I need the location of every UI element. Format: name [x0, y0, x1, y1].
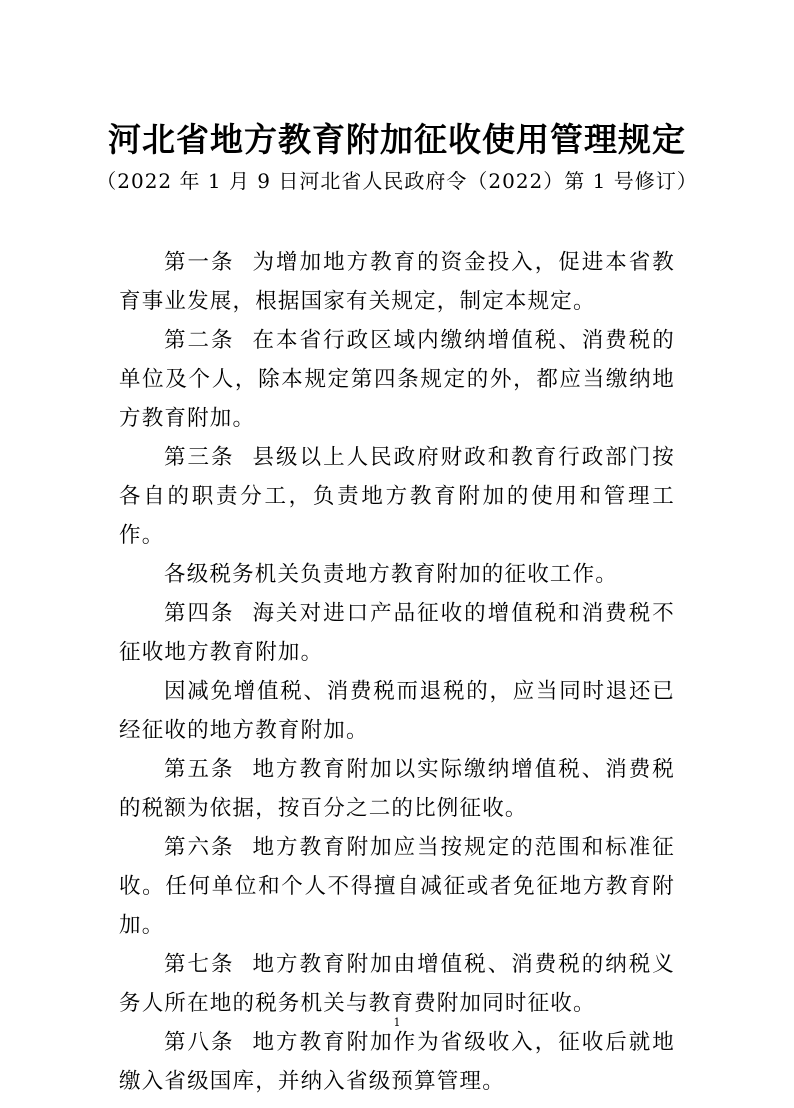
document-body — [119, 243, 675, 1101]
paragraph-article-3-clause-2 — [119, 555, 675, 594]
paragraph-article-4-clause-2 — [119, 672, 675, 750]
article-number: 第四条 — [164, 601, 235, 626]
paragraph-article-3 — [119, 438, 675, 555]
article-text: 地方教育附加以实际缴纳增值税、消费税的税额为依据，按百分之二的比例征收。 — [119, 757, 675, 821]
article-text: 地方教育附加由增值税、消费税的纳税义务人所在地的税务机关与教育费附加同时征收。 — [119, 952, 675, 1016]
article-text: 地方教育附加应当按规定的范围和标准征收。任何单位和个人不得擅自减征或者免征地方教育附加。 — [119, 835, 675, 938]
paragraph-article-4 — [119, 594, 675, 672]
article-text: 地方教育附加作为省级收入，征收后就地缴入省级国库，并纳入省级预算管理。 — [119, 1030, 675, 1094]
article-text: 在本省行政区域内缴纳增值税、消费税的单位及个人，除本规定第四条规定的外，都应当缴纳地方教育附加。 — [119, 328, 675, 431]
document-subtitle: （2022 年 1 月 9 日河北省人民政府令（2022）第 1 号修订） — [96, 169, 698, 193]
page-number: 1 — [393, 1016, 401, 1029]
article-number: 第七条 — [164, 952, 235, 977]
article-number: 第三条 — [164, 445, 235, 470]
article-number: 第八条 — [164, 1030, 235, 1055]
paragraph-article-2 — [119, 321, 675, 438]
article-text: 为增加地方教育的资金投入，促进本省教育事业发展，根据国家有关规定，制定本规定。 — [119, 250, 675, 314]
document-title: 河北省地方教育附加征收使用管理规定 — [108, 120, 686, 159]
article-text: 各级税务机关负责地方教育附加的征收工作。 — [164, 562, 619, 587]
article-number: 第五条 — [164, 757, 235, 782]
article-text: 因减免增值税、消费税而退税的，应当同时退还已经征收的地方教育附加。 — [119, 679, 675, 743]
paragraph-article-8 — [119, 1023, 675, 1101]
article-text: 县级以上人民政府财政和教育行政部门按各自的职责分工，负责地方教育附加的使用和管理工作。 — [119, 445, 675, 548]
article-text: 海关对进口产品征收的增值税和消费税不征收地方教育附加。 — [119, 601, 675, 665]
article-number: 第二条 — [164, 328, 235, 353]
paragraph-article-1 — [119, 243, 675, 321]
article-number: 第一条 — [164, 250, 235, 275]
paragraph-article-7 — [119, 945, 675, 1023]
paragraph-article-5 — [119, 750, 675, 828]
article-number: 第六条 — [164, 835, 235, 860]
paragraph-article-6 — [119, 828, 675, 945]
